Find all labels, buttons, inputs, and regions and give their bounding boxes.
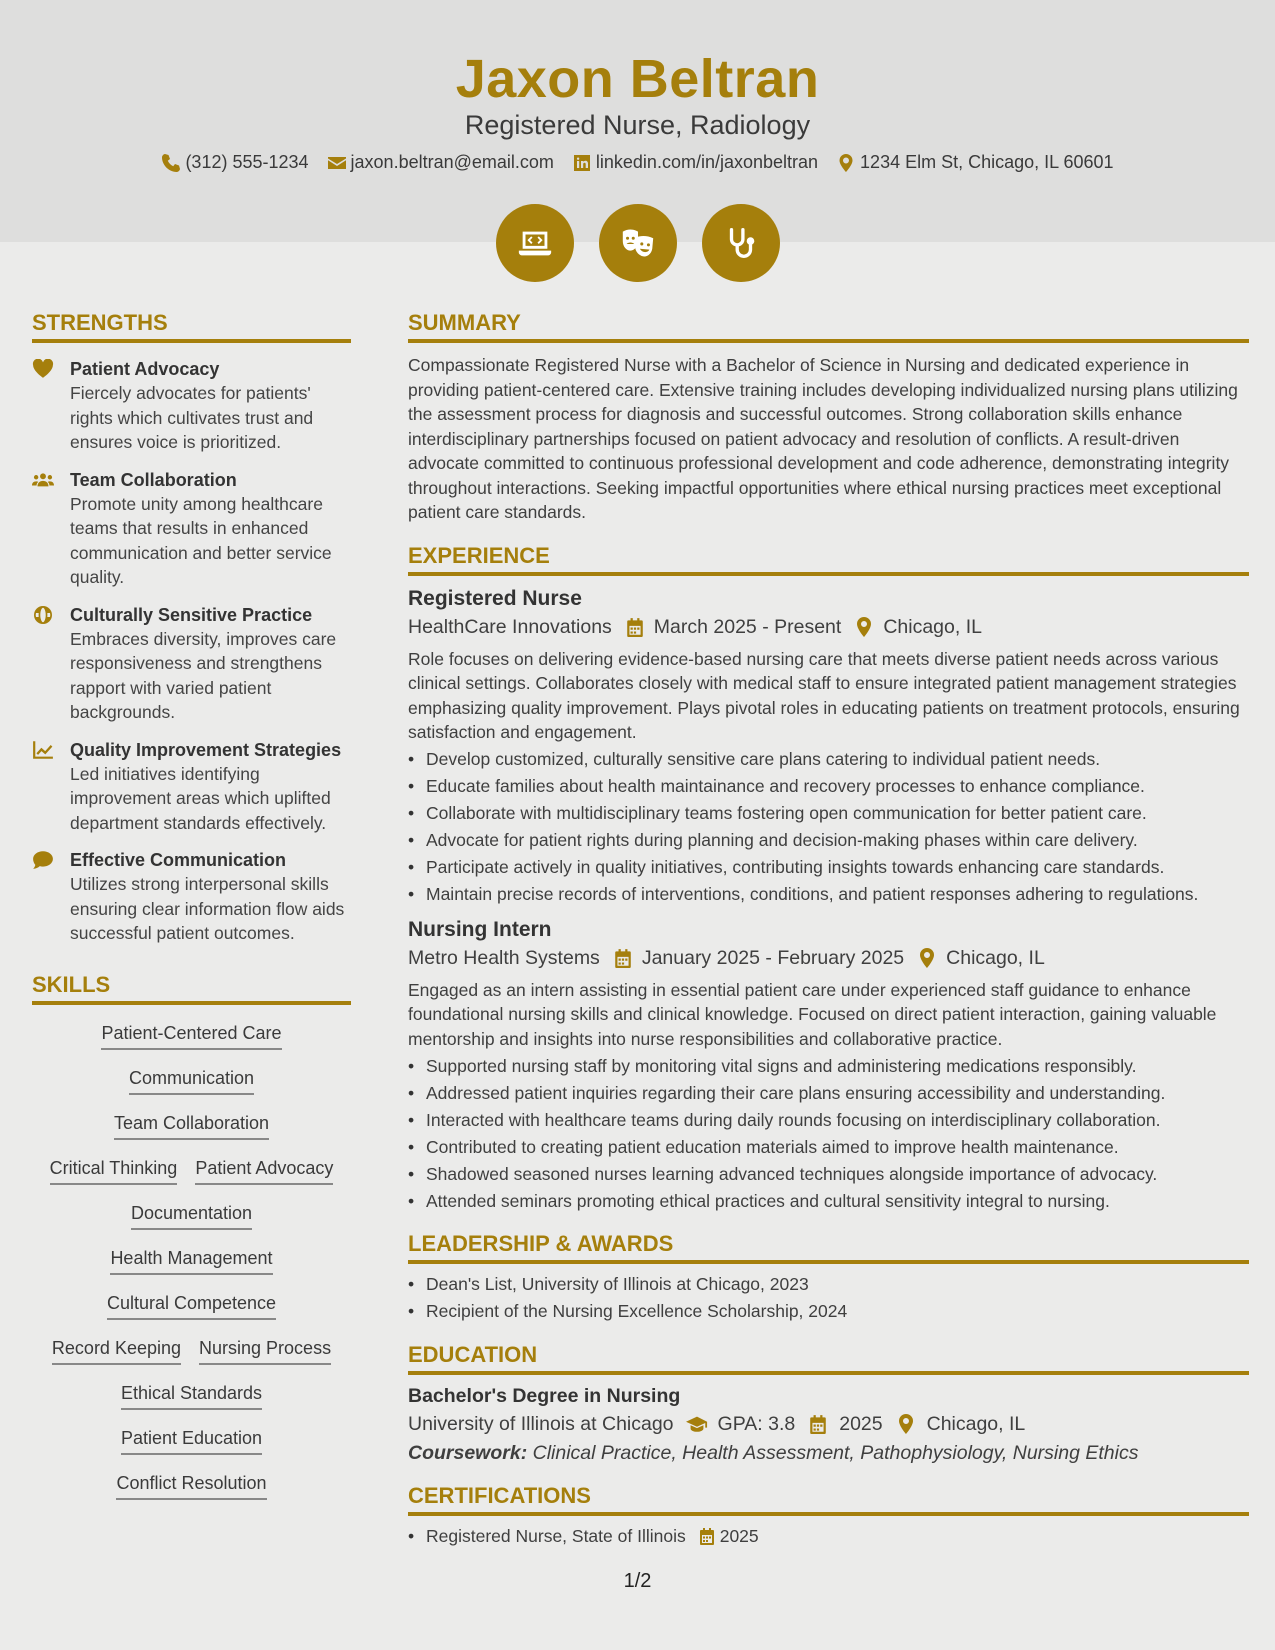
job-role: Nursing Intern [408, 917, 552, 941]
job-title: Registered Nurse, Radiology [464, 110, 811, 140]
skills-list [32, 1017, 351, 1512]
list-item: • Interacted with healthcare teams during daily rounds focusing on interdisciplinary collaboration. [408, 1108, 1249, 1133]
users-icon [32, 470, 54, 490]
coursework-list: Clinical Practice, Health Assessment, Pathophysiology, Nursing Ethics [532, 1441, 1139, 1464]
skill-tag: Cultural Competence [107, 1293, 276, 1320]
list-item: • Contributed to creating patient education materials aimed to improve health maintenance. [408, 1135, 1249, 1160]
awards-heading: LEADERSHIP & AWARDS [408, 1231, 1249, 1264]
calendar-icon [614, 948, 632, 968]
awards-list [408, 1272, 1249, 1324]
job-dates: March 2025 - Present [653, 615, 842, 638]
skill-tag: Record Keeping [52, 1338, 181, 1365]
contact-linkedin[interactable] [572, 152, 818, 173]
phone-text: (312) 555-1234 [185, 152, 309, 172]
degree-title: Bachelor's Degree in Nursing [408, 1384, 681, 1407]
cert-year: 2025 [719, 1525, 759, 1546]
job-bullets [408, 747, 1249, 907]
certifications-list [408, 1524, 1249, 1549]
heart-icon [32, 359, 54, 379]
skill-tag: Documentation [131, 1203, 252, 1230]
hobby-icons [0, 204, 1275, 282]
coursework [408, 1442, 1249, 1465]
right-column [408, 310, 1249, 1548]
school-name: University of Illinois at Chicago [408, 1412, 674, 1435]
map-pin-icon [855, 617, 873, 637]
map-pin-icon [895, 1414, 917, 1434]
job-meta [408, 947, 1249, 970]
theater-masks-icon [599, 204, 677, 282]
cert-name: • Registered Nurse, State of Illinois [426, 1525, 686, 1546]
list-item: • Attended seminars promoting ethical practices and cultural sensitivity integral to nursing. [408, 1189, 1249, 1214]
stethoscope-icon [702, 204, 780, 282]
certifications-heading: CERTIFICATIONS [408, 1483, 1249, 1516]
education-location: Chicago, IL [926, 1412, 1026, 1435]
skill-tag: Critical Thinking [50, 1158, 178, 1185]
job-entry [408, 584, 1249, 907]
job-role: Registered Nurse [408, 586, 582, 610]
education-year: 2025 [839, 1412, 883, 1435]
list-item: • Recipient of the Nursing Excellence Scholarship, 2024 [408, 1299, 1249, 1324]
job-location: Chicago, IL [883, 615, 982, 638]
calendar-icon [807, 1414, 829, 1434]
skill-tag: Team Collaboration [114, 1113, 269, 1140]
list-item: • Supported nursing staff by monitoring vital signs and administering medications responsibly. [408, 1054, 1249, 1079]
map-pin-icon [918, 948, 936, 968]
strength-desc: Fiercely advocates for patients' rights which cultivates trust and ensures voice is prioritized. [70, 383, 314, 452]
job-company: Metro Health Systems [408, 946, 600, 969]
list-item: • Educate families about health maintainance and recovery processes to enhance compliance. [408, 774, 1249, 799]
strength-item [32, 468, 351, 590]
summary-heading: SUMMARY [408, 310, 1249, 343]
strength-desc: Utilizes strong interpersonal skills ensuring clear information flow aids successful patient outcomes. [70, 874, 345, 943]
strengths-list [32, 357, 351, 946]
list-item: • Addressed patient inquiries regarding their care plans ensuring accessibility and understanding. [408, 1081, 1249, 1106]
laptop-code-icon [496, 204, 574, 282]
skill-tag: Patient Advocacy [195, 1158, 333, 1185]
job-company: HealthCare Innovations [408, 615, 612, 638]
strength-title: Team Collaboration [70, 469, 237, 490]
strength-title: Effective Communication [70, 850, 287, 870]
chart-line-icon [32, 740, 54, 760]
strength-desc: Led initiatives identifying improvement areas which uplifted department standards effectively. [70, 763, 331, 833]
experience-heading: EXPERIENCE [408, 543, 1249, 576]
job-dates: January 2025 - February 2025 [641, 946, 905, 969]
strength-item [32, 848, 351, 946]
job-meta [408, 616, 1249, 639]
list-item: • Participate actively in quality initiatives, contributing insights towards enhancing care standards. [408, 855, 1249, 880]
job-description: Engaged as an intern assisting in essential patient care under experienced staff guidance to enhance foundational nursing skills and clinical knowledge. Focused on direct patient interaction, gaining valuable mentorship and insights into nurse responsibilities and collaborative practice. [408, 979, 1217, 1049]
contact-email[interactable] [327, 152, 554, 173]
strength-item [32, 603, 351, 725]
calendar-icon [698, 1527, 716, 1545]
list-item: • Shadowed seasoned nurses learning advanced techniques alongside importance of advocacy. [408, 1162, 1249, 1187]
skill-tag: Conflict Resolution [116, 1473, 266, 1500]
globe-icon [32, 605, 54, 625]
map-pin-icon [836, 153, 856, 173]
email-text: jaxon.beltran@email.com [350, 152, 554, 172]
calendar-icon [626, 617, 644, 637]
strength-title: Quality Improvement Strategies [70, 739, 342, 760]
strength-item [32, 357, 351, 455]
list-item: • Maintain precise records of interventions, conditions, and patient responses adhering to regulations. [408, 882, 1249, 907]
strength-desc: Embraces diversity, improves care responsiveness and strengthens rapport with varied patient backgrounds. [70, 628, 337, 722]
job-description: Role focuses on delivering evidence-based nursing care that meets diverse patient needs across various clinical settings. Collaborates closely with medical staff to ensure integrated patient management strategies emphasizing quality improvement. Plays pivotal roles in educating patients on treatment protocols, ensuring satisfaction and engagement. [408, 648, 1240, 742]
linkedin-icon [572, 153, 592, 173]
list-item: • Dean's List, University of Illinois at Chicago, 2023 [408, 1272, 1249, 1297]
address-text: 1234 Elm St, Chicago, IL 60601 [860, 152, 1114, 172]
strengths-heading: STRENGTHS [32, 310, 351, 343]
coursework-label: Coursework: [408, 1441, 528, 1464]
left-column [32, 310, 351, 1512]
list-item: • Develop customized, culturally sensitive care plans catering to individual patient needs. [408, 747, 1249, 772]
job-entry [408, 915, 1249, 1214]
list-item: • Collaborate with multidisciplinary teams fostering open communication for better patient care. [408, 801, 1249, 826]
strength-title: Patient Advocacy [70, 359, 220, 379]
graduation-cap-icon [686, 1414, 708, 1434]
strength-desc: Promote unity among healthcare teams that results in enhanced communication and better service quality. [70, 493, 332, 587]
skills-heading: SKILLS [32, 972, 351, 1005]
page-number: 1/2 [623, 1570, 652, 1592]
strength-item [32, 738, 351, 836]
summary-text: Compassionate Registered Nurse with a Bachelor of Science in Nursing and dedicated experience in providing patient-centered care. Extensive training includes developing individualized nursing plans utilizing the assessment process for diagnosis and successful outcomes. Strong collaboration skills enhance interdisciplinary partnerships focused on patient advocacy and resolution of conflicts. A result-driven advocate committed to continuous professional development and code adherence, demonstrating integrity throughout interactions. Seeking impactful opportunities where ethical nursing practices meet exceptional patient care standards. [408, 355, 1238, 522]
contact-bar [0, 152, 1275, 173]
envelope-icon [327, 153, 347, 173]
skill-tag: Health Management [110, 1248, 272, 1275]
phone-icon [161, 153, 181, 173]
gpa-text: GPA: 3.8 [717, 1412, 796, 1435]
education-heading: EDUCATION [408, 1342, 1249, 1375]
linkedin-text: linkedin.com/in/jaxonbeltran [595, 152, 819, 172]
skill-tag: Communication [129, 1068, 254, 1095]
contact-address [836, 152, 1114, 173]
comment-icon [32, 850, 54, 870]
skill-tag: Patient-Centered Care [101, 1023, 281, 1050]
contact-phone[interactable] [161, 152, 308, 173]
strength-title: Culturally Sensitive Practice [70, 604, 313, 625]
skill-tag: Nursing Process [199, 1338, 331, 1365]
education-meta [408, 1413, 1249, 1436]
list-item [408, 1524, 1249, 1549]
skill-tag: Ethical Standards [121, 1383, 262, 1410]
list-item: • Advocate for patient rights during planning and decision-making phases within care delivery. [408, 828, 1249, 853]
skill-tag: Patient Education [121, 1428, 262, 1455]
job-location: Chicago, IL [946, 946, 1045, 969]
job-bullets [408, 1054, 1249, 1214]
candidate-name: Jaxon Beltran [455, 49, 820, 109]
